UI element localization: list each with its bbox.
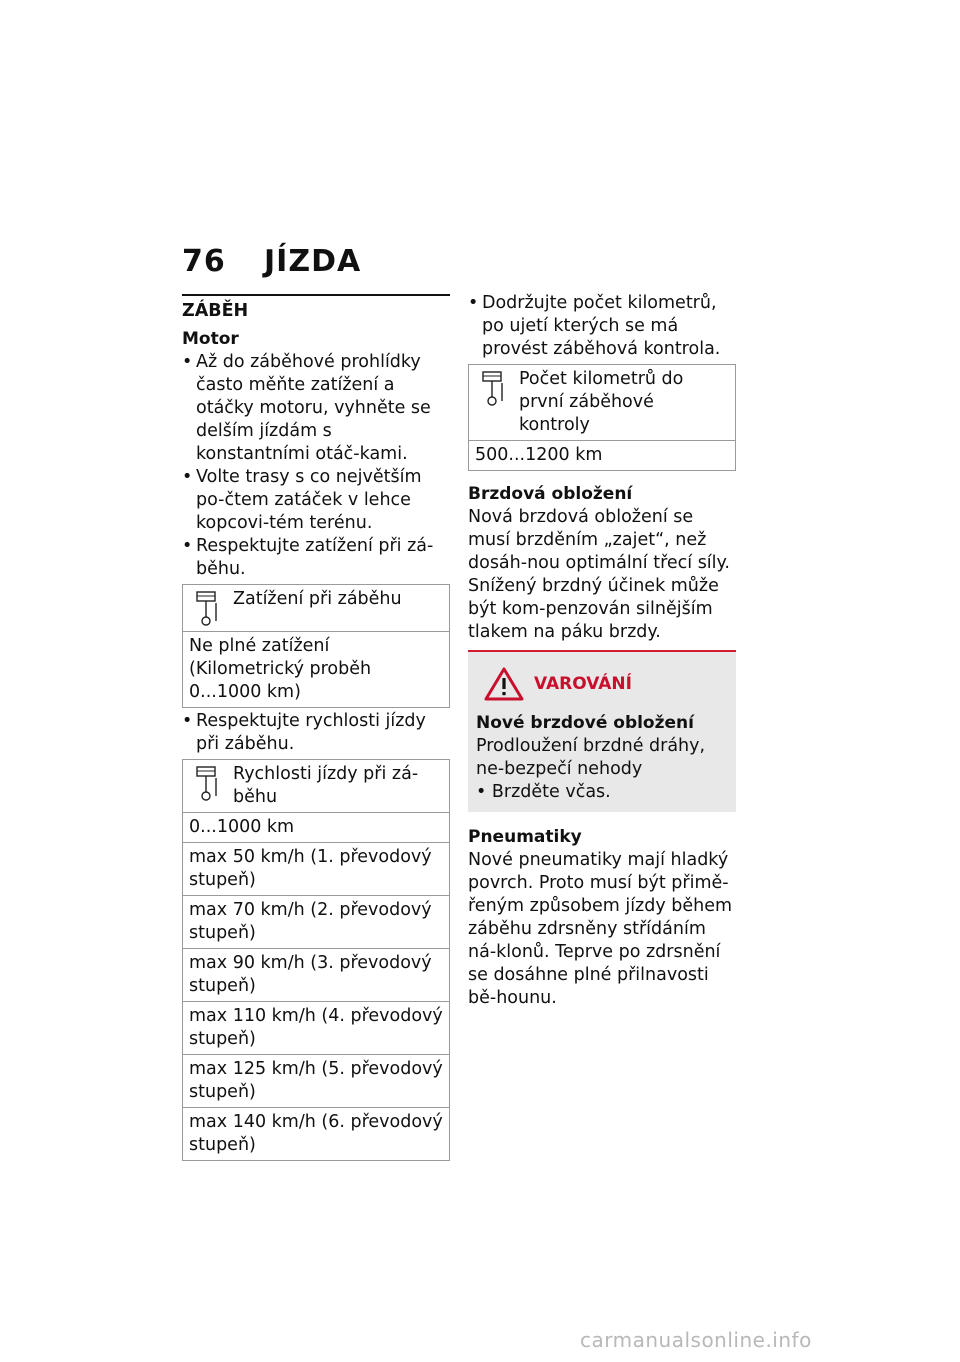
table-cell: max 50 km/h (1. převodový stupeň) bbox=[183, 843, 450, 896]
list-item: • Volte trasy s co největším po-čtem zatáček v lehce kopcovi-tém terénu. bbox=[182, 466, 450, 535]
page-header bbox=[182, 244, 361, 279]
left-column bbox=[182, 294, 450, 1163]
table-header-text: Rychlosti jízdy při zá-běhu bbox=[233, 764, 419, 807]
table-cell: max 140 km/h (6. převodový stupeň) bbox=[183, 1108, 450, 1161]
table-row bbox=[183, 632, 450, 708]
warning-label: VAROVÁNÍ bbox=[534, 673, 632, 694]
table-cell: Ne plné zatížení (Kilometrický proběh 0...1000 km) bbox=[183, 632, 450, 708]
service-table bbox=[468, 364, 736, 471]
table-row bbox=[183, 843, 450, 896]
table-row bbox=[183, 1002, 450, 1055]
section-title: ZÁBĚH bbox=[182, 301, 249, 321]
piston-icon bbox=[475, 368, 511, 408]
table-row bbox=[183, 585, 450, 632]
warning-text: Prodloužení brzdné dráhy, ne-bezpečí nehody bbox=[476, 736, 706, 779]
table-header-text: Počet kilometrů do první záběhové kontroly bbox=[519, 369, 684, 435]
table-cell: max 90 km/h (3. převodový stupeň) bbox=[183, 949, 450, 1002]
table-cell: max 70 km/h (2. převodový stupeň) bbox=[183, 896, 450, 949]
table-cell: 0...1000 km bbox=[183, 813, 450, 843]
page-number: 76 bbox=[182, 244, 226, 279]
right-column bbox=[468, 292, 736, 1010]
piston-icon bbox=[189, 588, 225, 628]
list-item: • Respektujte rychlosti jízdy při záběhu. bbox=[182, 710, 450, 756]
speed-table bbox=[182, 759, 450, 1161]
list-item: • Respektujte zatížení při zá-běhu. bbox=[182, 535, 450, 581]
piston-icon bbox=[189, 763, 225, 803]
table-cell: 500...1200 km bbox=[469, 441, 736, 471]
load-table bbox=[182, 584, 450, 708]
warning-triangle-icon bbox=[484, 666, 524, 702]
list-item: • Dodržujte počet kilometrů, po ujetí kterých se má provést záběhová kontrola. bbox=[468, 292, 736, 361]
section-rule bbox=[182, 294, 450, 296]
table-header-cell bbox=[469, 365, 736, 441]
brakes-heading: Brzdová obložení bbox=[468, 484, 633, 504]
table-header-cell bbox=[183, 585, 450, 632]
table-row bbox=[183, 1108, 450, 1161]
tires-text: Nové pneumatiky mají hladký povrch. Proto musí být přimě-řeným způsobem jízdy během záběhu zdrsněny střídáním ná-klonů. Teprve po zdrsnění se dosáhne plné přilnavosti bě-hounu. bbox=[468, 850, 733, 1008]
list-item: • Až do záběhové prohlídky často měňte zatížení a otáčky motoru, vyhněte se delším jízdám s konstantními otáč-kami. bbox=[182, 351, 450, 466]
warning-header bbox=[476, 666, 726, 702]
brakes-text: Nová brzdová obložení se musí brzděním „zajet“, než dosáh-nou optimální třecí síly. Snížený brzdný účinek může být kom-penzován silnějším tlakem na páku brzdy. bbox=[468, 507, 730, 642]
warning-box bbox=[468, 652, 736, 812]
table-cell: max 110 km/h (4. převodový stupeň) bbox=[183, 1002, 450, 1055]
table-header-cell bbox=[183, 760, 450, 813]
warning-action: • Brzděte včas. bbox=[476, 782, 611, 802]
table-row bbox=[183, 1055, 450, 1108]
table-row bbox=[469, 441, 736, 471]
table-header-text: Zatížení při záběhu bbox=[233, 589, 402, 609]
table-row bbox=[183, 813, 450, 843]
table-row bbox=[183, 949, 450, 1002]
watermark: carmanualsonline.info bbox=[580, 1328, 812, 1352]
warning-title: Nové brzdové obložení bbox=[476, 713, 694, 733]
motor-heading: Motor bbox=[182, 329, 239, 349]
table-cell: max 125 km/h (5. převodový stupeň) bbox=[183, 1055, 450, 1108]
table-row bbox=[183, 760, 450, 813]
table-row bbox=[183, 896, 450, 949]
chapter-title: JÍZDA bbox=[264, 244, 362, 279]
table-row bbox=[469, 365, 736, 441]
tires-heading: Pneumatiky bbox=[468, 827, 582, 847]
